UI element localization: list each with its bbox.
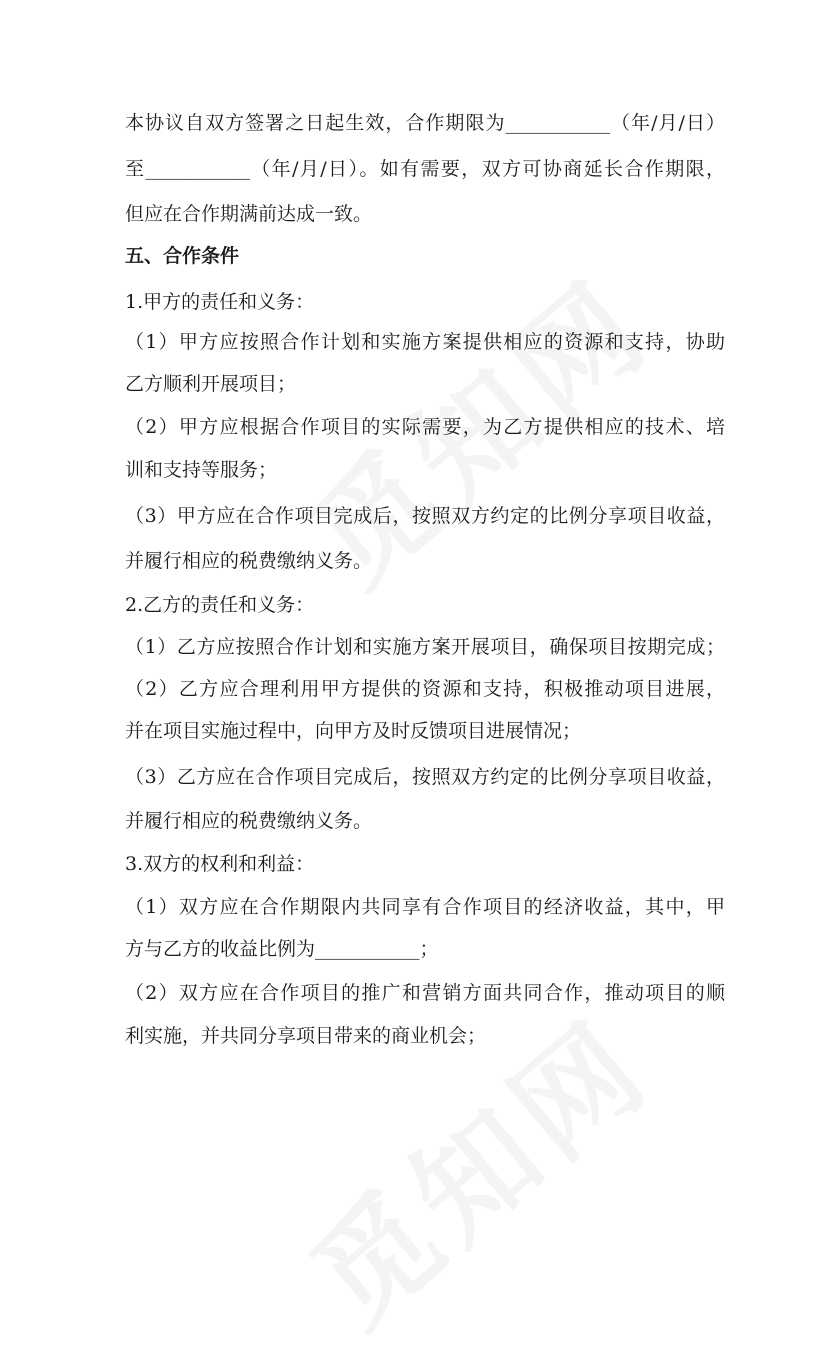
- paragraph-line: （3）乙方应在合作项目完成后，按照双方约定的比例分享项目收益，: [125, 766, 725, 788]
- paragraph-line: 本协议自双方签署之日起生效，合作期限为___________（年/月/日）: [125, 112, 725, 134]
- paragraph-line: （1）甲方应按照合作计划和实施方案提供相应的资源和支持，协助: [125, 331, 725, 353]
- paragraph-line: 并履行相应的税费缴纳义务。: [125, 550, 373, 572]
- paragraph-line: （1）乙方应按照合作计划和实施方案开展项目，确保项目按期完成；: [125, 636, 725, 658]
- paragraph-line: 方与乙方的收益比例为___________；: [125, 938, 439, 960]
- subsection-title: 2.乙方的责任和义务：: [125, 594, 315, 616]
- paragraph-line: （3）甲方应在合作项目完成后，按照双方约定的比例分享项目收益，: [125, 505, 725, 527]
- subsection-title: 1.甲方的责任和义务：: [125, 291, 315, 313]
- paragraph-line: 至___________（年/月/日）。如有需要，双方可协商延长合作期限，: [125, 158, 725, 180]
- paragraph-line: 利实施，并共同分享项目带来的商业机会；: [125, 1025, 487, 1047]
- paragraph-line: 并在项目实施过程中，向甲方及时反馈项目进展情况；: [125, 720, 582, 742]
- paragraph-line: 乙方顺利开展项目；: [125, 373, 297, 395]
- paragraph-line: 训和支持等服务；: [125, 459, 278, 481]
- paragraph-line: 并履行相应的税费缴纳义务。: [125, 810, 373, 832]
- section-heading: 五、合作条件: [125, 245, 240, 267]
- paragraph-line: （2）双方应在合作项目的推广和营销方面共同合作，推动项目的顺: [125, 982, 725, 1004]
- subsection-title: 3.双方的权利和利益：: [125, 853, 315, 875]
- paragraph-line: （2）甲方应根据合作项目的实际需要，为乙方提供相应的技术、培: [125, 416, 725, 438]
- paragraph-line: （2）乙方应合理利用甲方提供的资源和支持，积极推动项目进展，: [125, 678, 725, 700]
- paragraph-line: 但应在合作期满前达成一致。: [125, 203, 373, 225]
- paragraph-line: （1）双方应在合作期限内共同享有合作项目的经济收益，其中，甲: [125, 896, 725, 918]
